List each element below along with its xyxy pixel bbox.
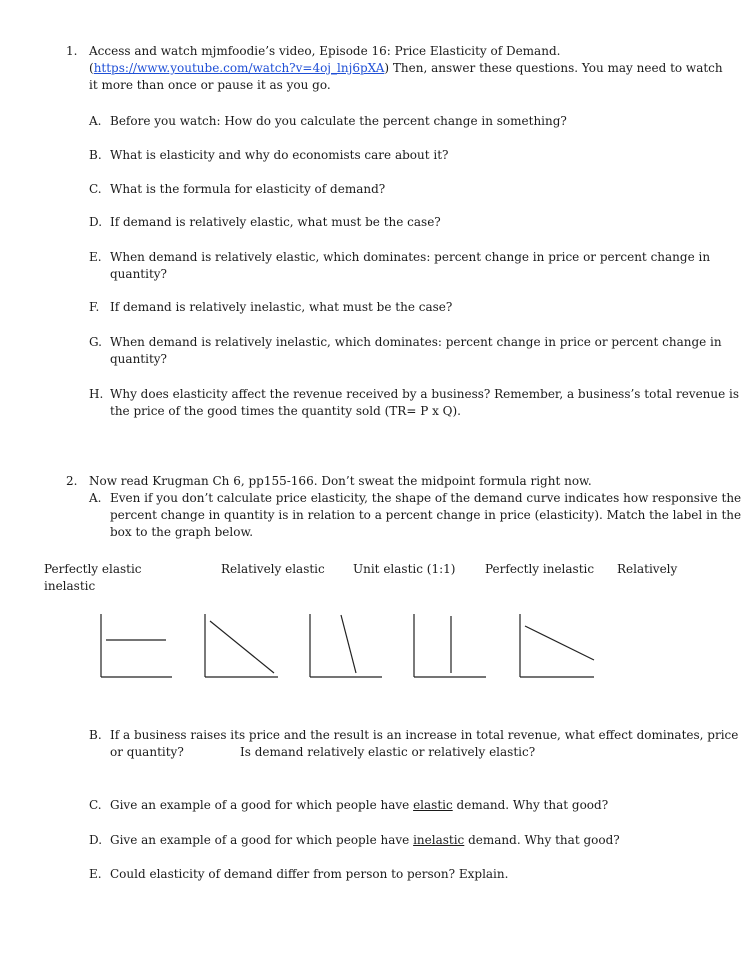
q2c-post: demand. Why that good? <box>452 798 609 812</box>
label-perfectly-inelastic: Perfectly inelastic <box>485 562 595 576</box>
label-perfectly-elastic: Perfectly elastic <box>44 562 142 576</box>
q1-item-letter: A. <box>89 114 102 128</box>
q1-intro-cont: ) Then, answer these questions. You may need to watch <box>384 61 723 75</box>
q2c-pre: Give an example of a good for which people have <box>110 798 414 812</box>
q1-item-letter: G. <box>89 335 102 349</box>
q2a-line2: percent change in quantity is in relation to a percent change in price (elasticity). Match the label in the <box>110 508 742 522</box>
q2c-underlined: elastic <box>413 798 453 812</box>
label-relatively: Relatively <box>617 562 678 576</box>
q1-item-text: When demand is relatively inelastic, which dominates: percent change in price or percent change in <box>110 335 722 349</box>
demand-curve-graphs <box>0 600 749 690</box>
q1-paren: ( <box>89 61 94 75</box>
label-relatively-elastic: Relatively elastic <box>221 562 325 576</box>
q1-item-text: Why does elasticity affect the revenue received by a business? Remember, a business’s total revenue is <box>110 387 740 401</box>
graph-1 <box>101 614 172 677</box>
q1-item-letter: H. <box>89 387 104 401</box>
q2b-line2b: Is demand relatively elastic or relatively elastic? <box>240 745 536 759</box>
q2e-text: Could elasticity of demand differ from person to person? Explain. <box>110 867 509 881</box>
q2d-underlined: inelastic <box>413 833 465 847</box>
graph-3 <box>310 614 382 677</box>
graph-2 <box>205 614 278 677</box>
q1-item-letter: E. <box>89 250 102 264</box>
graph-2-demand-curve <box>210 621 274 673</box>
q2c-text <box>110 797 608 814</box>
q2b-letter: B. <box>89 728 102 742</box>
q1-item-text: If demand is relatively elastic, what must be the case? <box>110 215 441 229</box>
q1-item-text: When demand is relatively elastic, which dominates: percent change in price or percent change in <box>110 250 711 264</box>
label-unit-elastic: Unit elastic (1:1) <box>353 562 456 576</box>
q1-item-text: What is elasticity and why do economists care about it? <box>110 148 449 162</box>
q1-item-text: Before you watch: How do you calculate the percent change in something? <box>110 114 567 128</box>
q2b-line1: If a business raises its price and the result is an increase in total revenue, what effect dominates, price <box>110 728 739 742</box>
q2d-pre: Give an example of a good for which people have <box>110 833 414 847</box>
q1-item-letter: D. <box>89 215 103 229</box>
q2e-letter: E. <box>89 867 102 881</box>
q2-number: 2. <box>66 474 78 488</box>
q1-item-letter: B. <box>89 148 102 162</box>
q1-intro-line2 <box>89 60 723 77</box>
graph-5 <box>520 614 594 677</box>
q1-intro-line3: it more than once or pause it as you go. <box>89 78 331 92</box>
q2a-line1: Even if you don’t calculate price elasticity, the shape of the demand curve indicates how responsive the <box>110 491 742 505</box>
q1-item-text: If demand is relatively inelastic, what must be the case? <box>110 300 453 314</box>
graph-5-demand-curve <box>525 626 594 660</box>
q1-number: 1. <box>66 44 78 58</box>
q1-intro-line1: Access and watch mjmfoodie’s video, Episode 16: Price Elasticity of Demand. <box>89 44 561 58</box>
graph-4 <box>414 614 486 677</box>
q1-item-text-cont: quantity? <box>110 352 167 366</box>
q1-item-text-cont: quantity? <box>110 267 167 281</box>
q2b-line2a: or quantity? <box>110 745 184 759</box>
video-link[interactable]: https://www.youtube.com/watch?v=4oj_lnj6pXA <box>93 61 385 75</box>
q1-item-letter: C. <box>89 182 102 196</box>
graph-3-demand-curve <box>341 615 356 673</box>
q2d-text <box>110 832 620 849</box>
q1-item-letter: F. <box>89 300 100 314</box>
q2c-letter: C. <box>89 798 102 812</box>
q2d-letter: D. <box>89 833 103 847</box>
q2a-letter: A. <box>89 491 102 505</box>
q2d-post: demand. Why that good? <box>464 833 620 847</box>
q1-item-text-cont: the price of the good times the quantity sold (TR= P x Q). <box>110 404 461 418</box>
q2a-line3: box to the graph below. <box>110 525 254 539</box>
label-inelastic: inelastic <box>44 579 96 593</box>
q2-intro: Now read Krugman Ch 6, pp155-166. Don’t sweat the midpoint formula right now. <box>89 474 592 488</box>
q1-item-text: What is the formula for elasticity of demand? <box>110 182 386 196</box>
